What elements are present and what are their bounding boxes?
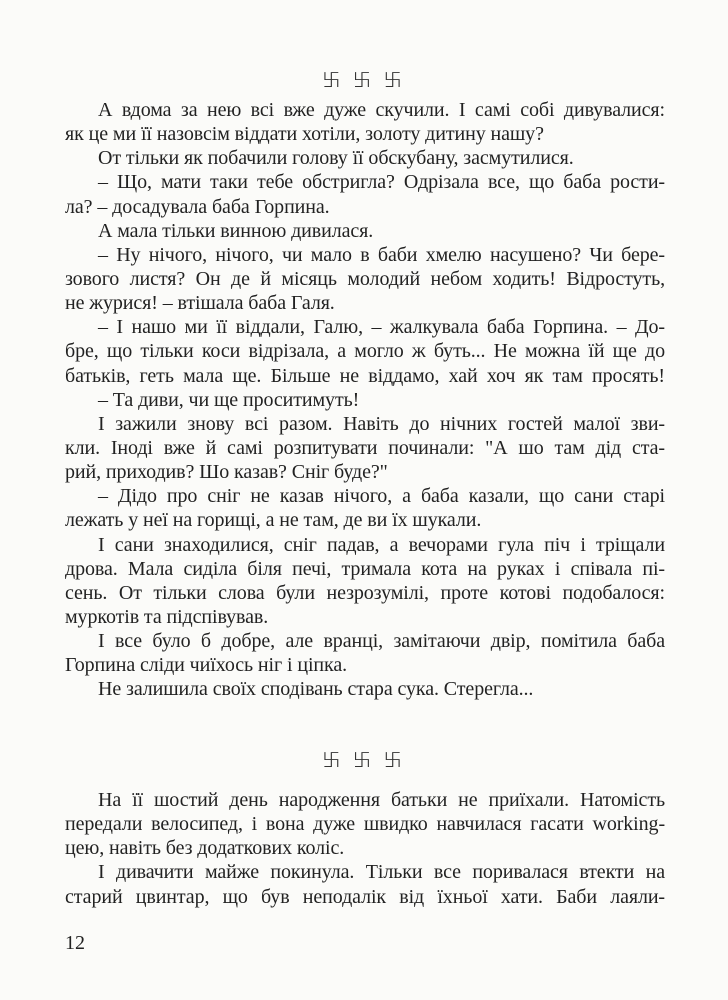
text-line: передали велосипед, і вона дуже швидко навчилася гасати working- (65, 813, 665, 836)
text-line: А вдома за нею всі вже дуже скучили. І самі собі дивувалися: (98, 99, 665, 121)
text-line: лежать у неї на горищі, а не там, де ви їх шукали. (65, 509, 482, 532)
text-line: бре, що тільки коси відрізала, а могло ж буть... Не можна їй ще до (65, 340, 665, 363)
text-section-1 (65, 98, 665, 702)
text-line: дрова. Мала сиділа біля печі, тримала кота на руках і співала пі- (65, 557, 665, 580)
text-line: От тільки як побачили голову її обскубану, засмутилися. (98, 147, 574, 170)
text-line: – Та диви, чи ще проситимуть! (98, 388, 360, 411)
text-line: рий, приходив? Шо казав? Сніг буде?" (65, 461, 388, 484)
text-line: муркотів та підспівував. (65, 605, 269, 628)
text-line: зового листя? Он де й місяць молодий небом ходить! Відростуть, (65, 267, 665, 290)
text-line: На її шостий день народження батьки не приїхали. Натомість (98, 789, 665, 811)
text-line: І все було б добре, але вранці, замітаючи двір, помітила баба (98, 630, 665, 653)
text-line: ла? – досадувала баба Горпина. (65, 195, 330, 218)
text-line: кли. Іноді вже й самі розпитувати починали: "А шо там дід ста- (65, 436, 665, 459)
text-line: Не залишила своїх сподівань стара сука. Стерегла... (98, 678, 534, 701)
text-line: І зажили знову всі разом. Навіть до нічних гостей малої зви- (98, 412, 665, 435)
text-line: А мала тільки винною дивилася. (98, 219, 374, 242)
text-line: цею, навіть без додаткових коліс. (65, 837, 345, 860)
text-line: – І нашо ми її віддали, Галю, – жалкувала баба Горпина. – До- (98, 316, 665, 339)
text-line: І сани знаходилися, сніг падав, а вечорами гула піч і тріщали (98, 533, 665, 556)
text-section-2 (65, 788, 665, 909)
text-line: Горпина сліди чиїхось ніг і ціпка. (65, 654, 348, 677)
ornament-glyphs: ࿕ ࿕ ࿕ (322, 751, 406, 771)
text-line: – Що, мати таки тебе обстригла? Одрізала все, що баба рости- (98, 171, 665, 194)
text-line: не журися! – втішала баба Галя. (65, 292, 335, 315)
text-line: як це ми її назовсім віддати хотіли, золоту дитину нашу? (65, 123, 544, 146)
text-line: сень. От тільки слова були незрозумілі, проте котові подобалося: (65, 581, 665, 604)
page-number: 12 (65, 932, 85, 954)
ornament-glyphs: ࿕ ࿕ ࿕ (322, 71, 406, 91)
text-line: батьків, геть мала ще. Більше не віддамо, хай хоч як там просять! (65, 364, 665, 387)
text-line: старий цвинтар, що був неподалік від їхньої хати. Баби лаяли- (65, 885, 665, 908)
section-divider-ornament (0, 746, 728, 774)
text-line: – Дідо про сніг не казав нічого, а баба казали, що сани старі (98, 485, 665, 508)
text-line: І дивачити майже покинула. Тільки все поривалася втекти на (98, 861, 665, 884)
section-divider-ornament (0, 66, 728, 94)
text-line: – Ну нічого, нічого, чи мало в баби хмелю насушено? Чи бере- (98, 243, 665, 266)
